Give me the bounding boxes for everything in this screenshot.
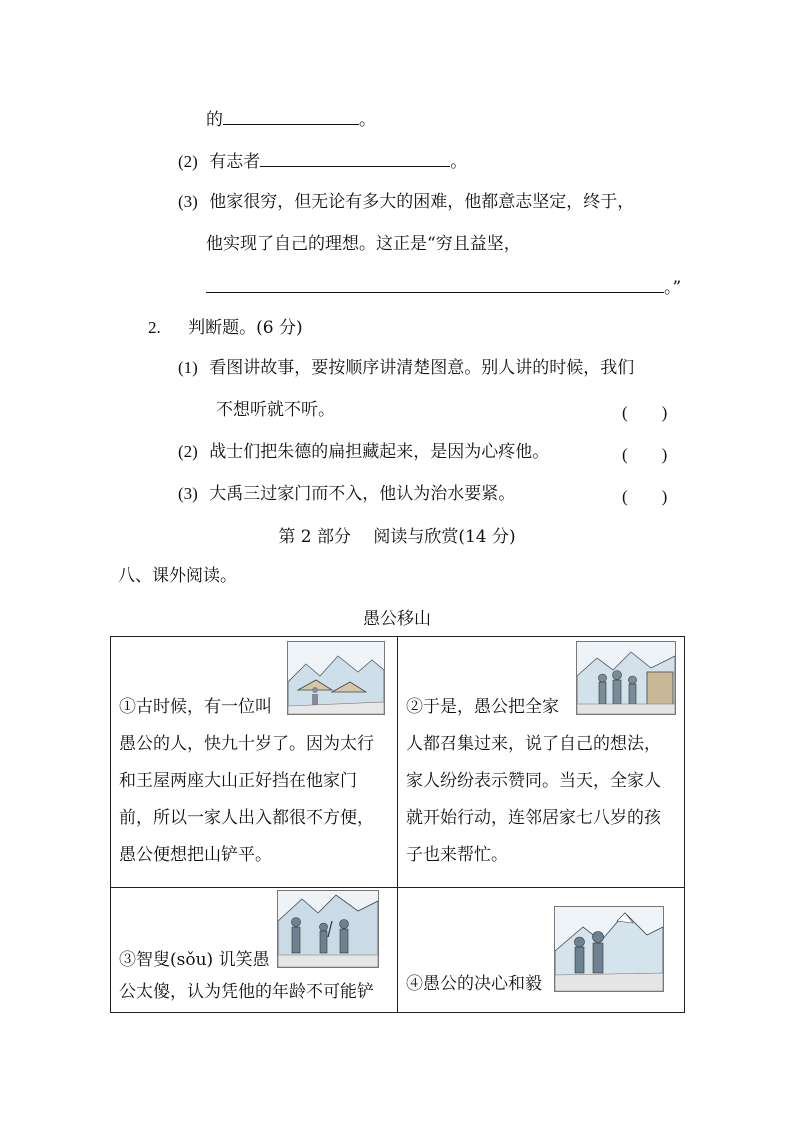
q2-1-line2 <box>216 398 335 422</box>
q2-heading <box>148 316 303 340</box>
story-cell-2 <box>398 637 685 888</box>
cell2-line-3: 家人纷纷表示赞同。当天，全家人 <box>406 771 661 791</box>
q1-3-suffix: 。” <box>664 278 682 298</box>
story-row <box>111 888 685 1013</box>
q1-1-prefix: 的 <box>206 110 223 130</box>
illustration-mountain-work-icon <box>277 890 379 968</box>
answer-blank[interactable] <box>223 106 359 125</box>
part2-heading: 第 2 部分 阅读与欣赏(14 分) <box>278 527 516 547</box>
story-row <box>111 637 685 888</box>
q2-1-text-line2: 不想听就不听。 <box>216 400 335 420</box>
q2-3-text: 大禹三过家门而不入，他认为治水要紧。 <box>209 484 516 504</box>
illustration-family-icon <box>576 641 676 715</box>
answer-blank[interactable] <box>260 148 450 167</box>
q1-3-number: (3) <box>178 192 198 211</box>
cell3-line-2: 公太傻，认为凭他的年龄不可能铲 <box>119 982 374 1002</box>
q1-2 <box>178 148 467 174</box>
q1-3-line2 <box>206 232 521 256</box>
q1-2-suffix: 。 <box>450 152 468 172</box>
cell4-line-1: ④愚公的决心和毅 <box>406 974 542 994</box>
q2-3 <box>178 482 515 506</box>
cell2-line-2: 人都召集过来，说了自己的想法， <box>406 734 661 754</box>
q1-3-text-line2: 他实现了自己的理想。这正是“穷且益坚， <box>206 234 521 254</box>
cell2-line-5: 子也来帮忙。 <box>406 845 508 865</box>
q2-1-text-line1: 看图讲故事，要按顺序讲清楚图意。别人讲的时候，我们 <box>209 358 635 378</box>
q2-3-number: (3) <box>178 484 198 503</box>
q2-1-line1 <box>178 356 634 380</box>
q2-2-number: (2) <box>178 442 198 461</box>
q2-number: 2. <box>148 318 161 337</box>
illustration-snow-mountain-icon <box>554 906 664 992</box>
cell1-line-5: 愚公便想把山铲平。 <box>119 845 272 865</box>
answer-blank[interactable] <box>206 274 664 293</box>
cell1-line-1: ①古时候，有一位叫 <box>119 697 272 717</box>
q2-1-answer-paren[interactable]: ( ) <box>622 403 668 422</box>
story-cell-4 <box>398 888 685 1013</box>
q1-3-text-line1: 他家很穷，但无论有多大的困难，他都意志坚定，终于， <box>209 192 635 212</box>
section-heading: 八、课外阅读。 <box>118 566 237 586</box>
q2-2-text: 战士们把朱德的扁担藏起来，是因为心疼他。 <box>209 442 550 462</box>
q1-2-number: (2) <box>178 152 198 171</box>
illustration-village-icon <box>287 641 385 715</box>
cell1-line-4: 前，所以一家人出入都很不方便， <box>119 808 374 828</box>
story-cell-3 <box>111 888 398 1013</box>
q1-2-text: 有志者 <box>209 152 261 172</box>
story-title: 愚公移山 <box>363 609 431 629</box>
q1-3-line3 <box>206 274 681 300</box>
cell2-line-1: ②于是，愚公把全家 <box>406 697 559 717</box>
cell1-line-2: 愚公的人，快九十岁了。因为太行 <box>119 734 374 754</box>
q1-1-suffix: 。 <box>359 110 376 130</box>
q2-1-number: (1) <box>178 358 198 377</box>
cell1-line-3: 和王屋两座大山正好挡在他家门 <box>119 771 357 791</box>
story-table <box>110 636 685 1013</box>
cell3-line-1: ③智叟(sǒu) 讥笑愚 <box>119 950 270 970</box>
q2-2-answer-paren[interactable]: ( ) <box>622 445 668 464</box>
q2-2 <box>178 440 549 464</box>
q1-1-tail <box>206 106 376 132</box>
q2-3-answer-paren[interactable]: ( ) <box>622 487 668 506</box>
q2-title: 判断题。(6 分) <box>188 318 303 338</box>
cell2-line-4: 就开始行动，连邻居家七八岁的孩 <box>406 808 661 828</box>
q1-3-line1 <box>178 190 634 214</box>
story-cell-1 <box>111 637 398 888</box>
